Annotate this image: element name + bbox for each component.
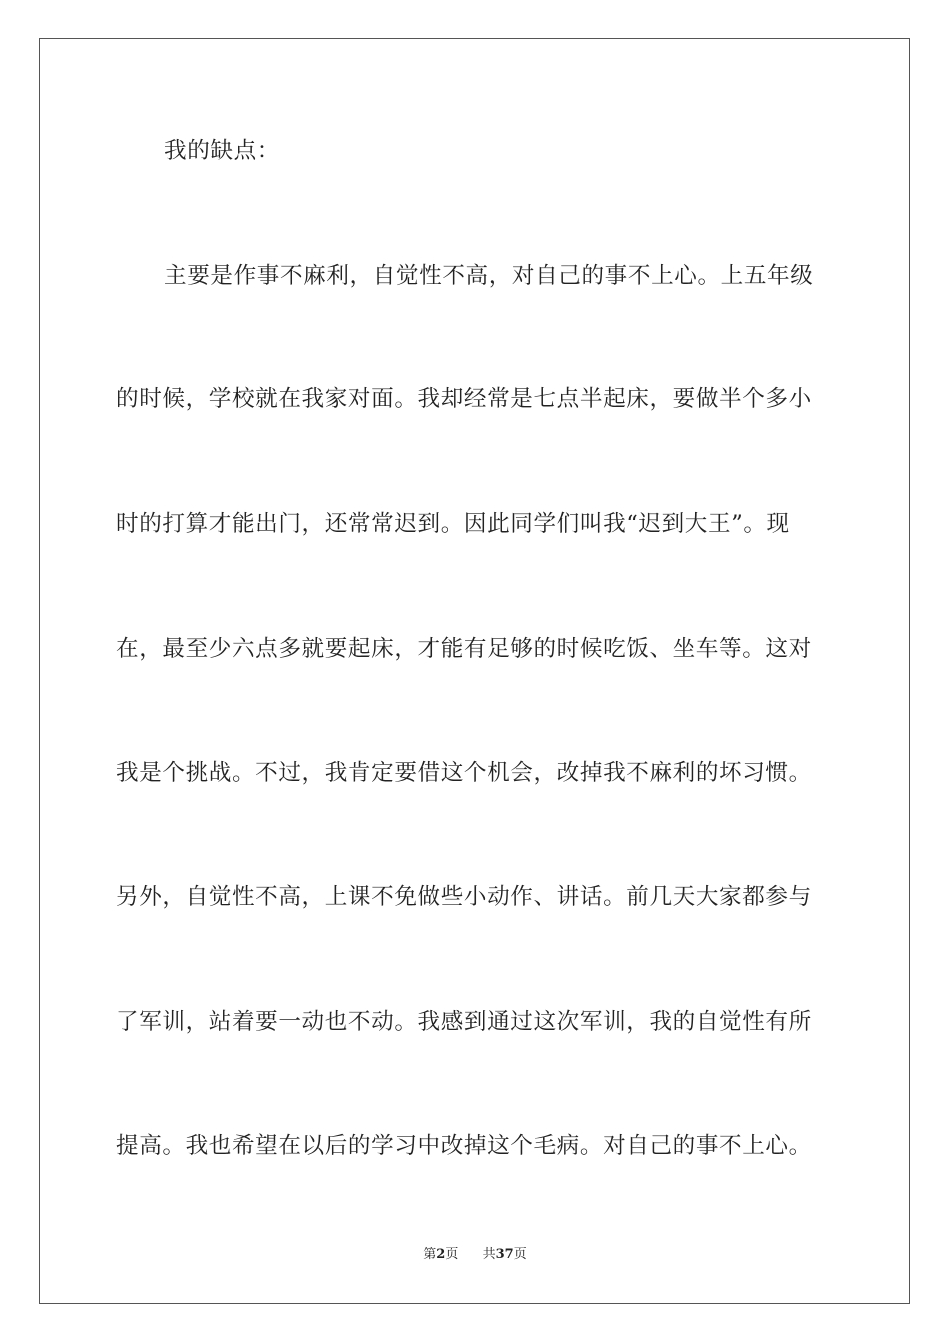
paragraph-line-8: 提高。我也希望在以后的学习中改掉这个毛病。对自己的事不上心。 [116, 1133, 812, 1159]
paragraph-line-7: 了军训，站着要一动也不动。我感到通过这次军训，我的自觉性有所 [116, 1009, 812, 1035]
section-heading: 我的缺点： [164, 138, 280, 164]
page-footer [0, 1246, 950, 1264]
paragraph-line-6: 另外，自觉性不高，上课不免做些小动作、讲话。前几天大家都参与 [116, 884, 812, 910]
paragraph-line-1: 主要是作事不麻利，自觉性不高，对自己的事不上心。上五年级 [164, 263, 814, 289]
paragraph-line-3: 时的打算才能出门，还常常迟到。因此同学们叫我“迟到大王”。现 [116, 511, 790, 537]
page-number-label: 第2页 [423, 1247, 459, 1262]
page-border [39, 38, 910, 1304]
paragraph-line-5: 我是个挑战。不过，我肯定要借这个机会，改掉我不麻利的坏习惯。 [116, 760, 812, 786]
paragraph-line-2: 的时候，学校就在我家对面。我却经常是七点半起床，要做半个多小 [116, 386, 812, 412]
paragraph-line-4: 在，最至少六点多就要起床，才能有足够的时候吃饭、坐车等。这对 [116, 636, 812, 662]
total-pages-label: 共37页 [482, 1247, 527, 1262]
